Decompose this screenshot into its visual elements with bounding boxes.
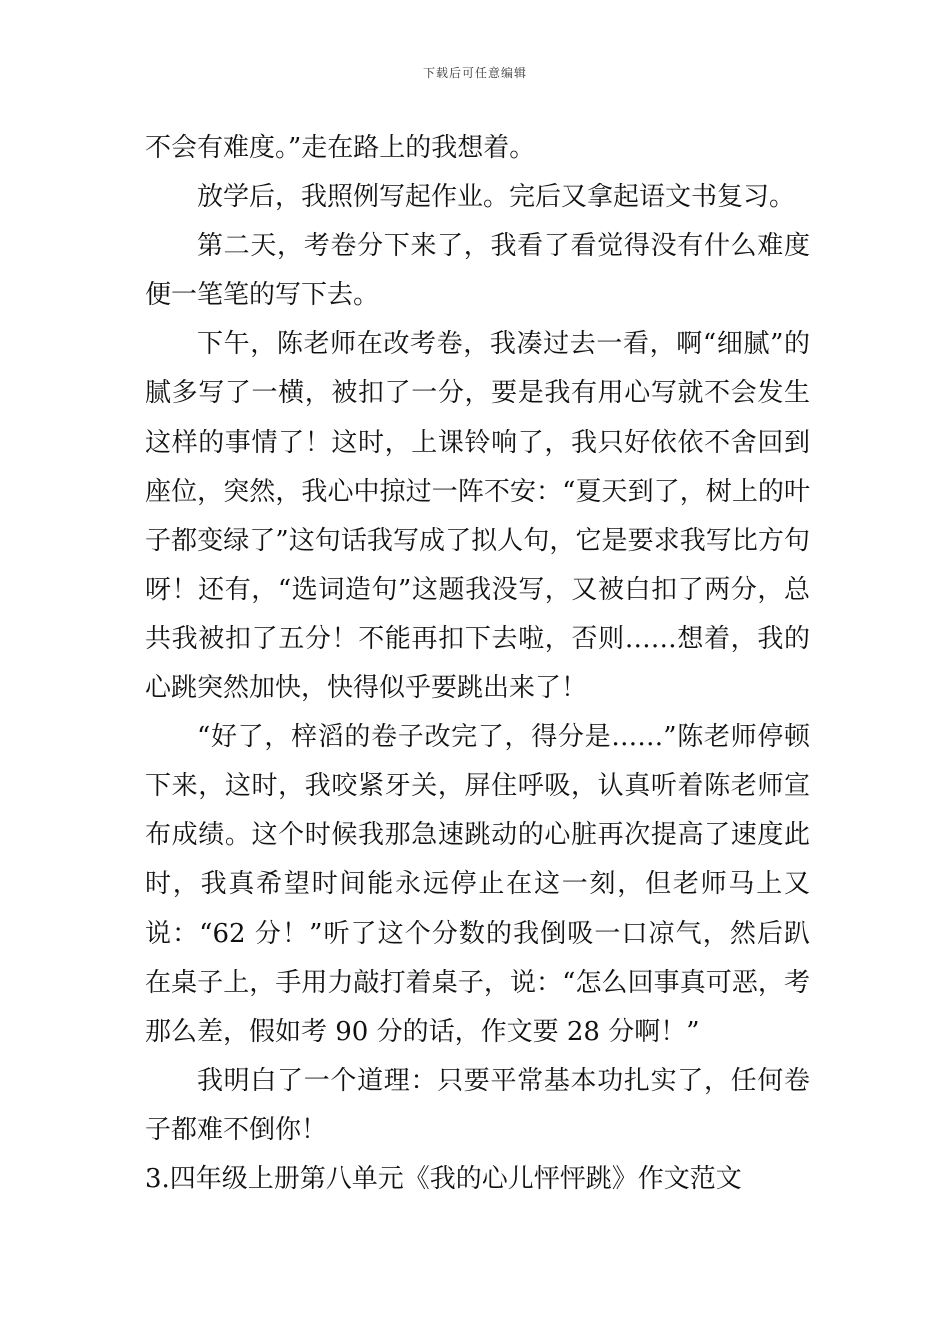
section-heading: 3.四年级上册第八单元《我的心儿怦怦跳》作文范文 xyxy=(145,1163,742,1194)
paragraph: 下午，陈老师在改考卷，我凑过去一看，啊“细腻”的腻多写了一横，被扣了一分，要是我有用心写就不会发生这样的事情了！这时，上课铃响了，我只好依依不舍回到座位，突然，我心中掠过一阵不安：“夏天到了，树上的叶子都变绿了”这句话我写成了拟人句，它是要求我写比方句呀！还有，“选词造句”这题我没写，又被白扣了两分，总共我被扣了五分！不能再扣下去啦，否则……想着，我的心跳突然加快，快得似乎要跳出来了！ xyxy=(145,329,810,704)
paragraph: 第二天，考卷分下来了，我看了看觉得没有什么难度便一笔笔的写下去。 xyxy=(145,231,810,311)
paragraph: 我明白了一个道理：只要平常基本功扎实了，任何卷子都难不倒你！ xyxy=(145,1065,810,1145)
paragraph-continuation: 不会有难度。”走在路上的我想着。 xyxy=(145,133,536,163)
page-header: 下载后可任意编辑 xyxy=(422,66,527,80)
document-body xyxy=(145,124,810,1204)
paragraph: 放学后，我照例写起作业。完后又拿起语文书复习。 xyxy=(197,182,796,213)
paragraph: “好了，梓滔的卷子改完了，得分是……”陈老师停顿下来，这时，我咬紧牙关，屏住呼吸，认真听着陈老师宣布成绩。这个时候我那急速跳动的心脏再次提高了速度此时，我真希望时间能永远停止在这一刻，但老师马上又说：“62 分！”听了这个分数的我倒吸一口凉气，然后趴在桌子上，手用力敲打着桌子，说：“怎么回事真可恶，考那么差，假如考 90 分的话，作文要 28 分啊！” xyxy=(145,722,810,1047)
